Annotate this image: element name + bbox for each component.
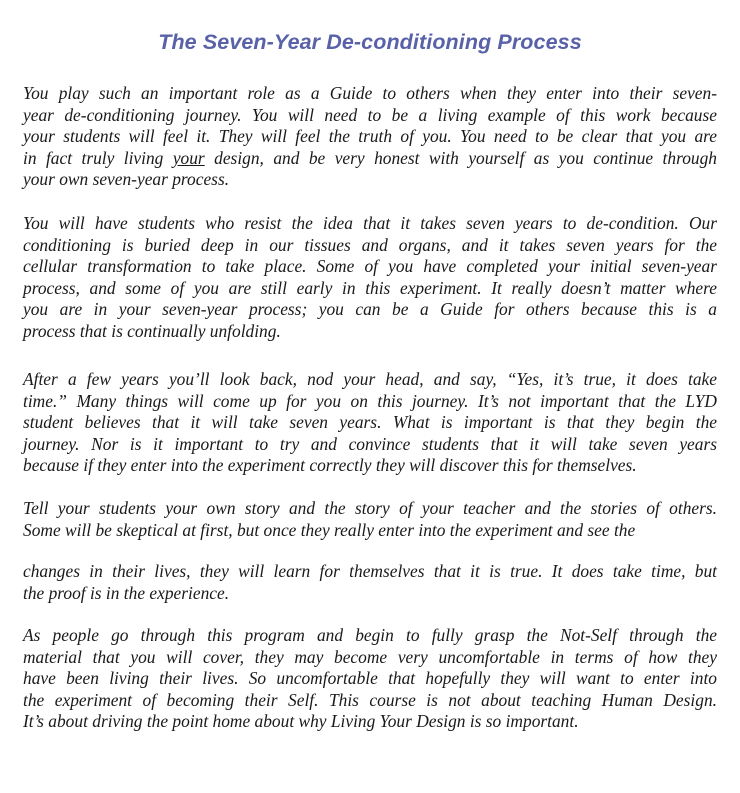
text-line: have been living their lives. So uncomfortable that hopefully they will want to enter into bbox=[23, 668, 717, 689]
text-segment: in fact truly living bbox=[23, 147, 173, 168]
text-line: the proof is in the experience. bbox=[23, 582, 230, 603]
underlined-emphasis: your bbox=[172, 147, 205, 168]
text-segment: design, and be very honest with yourself as you continue through bbox=[204, 147, 717, 168]
text-line: cellular transformation to take place. Some of you have completed your initial seven-year bbox=[23, 256, 717, 277]
text-line: You will have students who resist the idea that it takes seven years to de-condition. Our bbox=[23, 213, 717, 233]
paragraph-4 bbox=[23, 498, 717, 541]
text-line: After a few years you’ll look back, nod your head, and say, “Yes, it’s true, it does take bbox=[23, 369, 717, 389]
text-line: It’s about driving the point home about why Living Your Design is so important. bbox=[23, 711, 579, 732]
text-line: You play such an important role as a Guide to others when they enter into their seven- bbox=[23, 83, 717, 103]
text-line: As people go through this program and begin to fully grasp the Not-Self through the bbox=[23, 625, 717, 645]
text-line: changes in their lives, they will learn for themselves that it is true. It does take time, but bbox=[23, 561, 717, 581]
text-line: journey. Nor is it important to try and convince students that it will take seven years bbox=[23, 433, 717, 454]
text-line: you are in your seven-year process; you can be a Guide for others because this is a bbox=[23, 299, 717, 320]
text-line: because if they enter into the experiment correctly they will discover this for themselves. bbox=[23, 455, 637, 476]
text-line: your own seven-year process. bbox=[23, 169, 230, 190]
text-line: process, and some of you are still early in this experiment. It really doesn’t matter where bbox=[23, 277, 717, 298]
text-line: the experiment of becoming their Self. This course is not about teaching Human Design. bbox=[23, 689, 717, 710]
text-line: time.” Many things will come up for you on this journey. It’s not important that the LYD bbox=[23, 390, 717, 411]
text-line: material that you will cover, they may become very uncomfortable in terms of how they bbox=[23, 646, 717, 667]
paragraph-6 bbox=[23, 625, 717, 733]
text-line: year de-conditioning journey. You will need to be a living example of this work because bbox=[23, 104, 717, 125]
paragraph-3 bbox=[23, 369, 717, 477]
paragraph-2 bbox=[23, 213, 717, 343]
paragraph-5 bbox=[23, 561, 717, 604]
text-line: Tell your students your own story and the story of your teacher and the stories of others. bbox=[23, 498, 717, 518]
text-line: student believes that it will take seven years. What is important is that they begin the bbox=[23, 412, 717, 433]
text-line bbox=[23, 148, 717, 170]
text-line: your students will feel it. They will feel the truth of you. You need to be clear that you are bbox=[23, 126, 717, 147]
text-line: conditioning is buried deep in our tissues and organs, and it takes seven years for the bbox=[23, 234, 717, 255]
text-line: process that is continually unfolding. bbox=[23, 320, 281, 341]
paragraph-1 bbox=[23, 83, 717, 191]
text-line: Some will be skeptical at first, but once they really enter into the experiment and see the bbox=[23, 519, 636, 540]
page-title: The Seven-Year De-conditioning Process bbox=[158, 30, 582, 54]
